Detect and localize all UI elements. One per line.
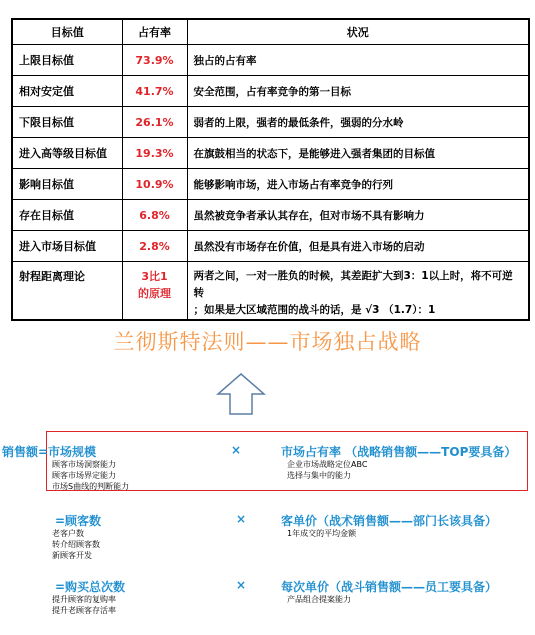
table-row-range-theory [12,262,529,321]
formula-sales-market-size: 销售额=市场规模 [2,445,97,459]
row-name: 下限目标值 [12,107,122,138]
row-state [187,262,529,321]
row-state: 能够影响市场，进入市场占有率竞争的行列 [187,169,529,200]
formula-market-share: 市场占有率 （战略销售额——TOP要具备） [281,445,517,459]
table-row [12,138,529,169]
table-row [12,231,529,262]
row-rate: 41.7% [122,76,187,107]
row-name: 存在目标值 [12,200,122,231]
list-item: 顾客市场洞察能力 [52,460,116,469]
multiply-sign: × [236,578,247,592]
list-item: 顾客市场界定能力 [52,471,116,480]
up-arrow-icon [216,372,266,416]
multiply-sign: × [231,443,242,457]
row-rate: 2.8% [122,231,187,262]
rate-line-1: 3比1 [141,270,168,283]
row-name: 射程距离理论 [12,262,122,321]
formula-per-price: 每次单价（战斗销售额——员工要具备） [281,580,498,594]
row-name: 上限目标值 [12,45,122,76]
row-state: 弱者的上限，强者的最低条件，强弱的分水岭 [187,107,529,138]
formula-row2-left-items [52,528,100,561]
list-item: 提升顾客的复购率 [52,595,116,604]
state-line-1: 两者之间，一对一胜负的时候，其差距扩大到3：1以上时，将不可逆转 [193,270,513,299]
formula-row1-right-items [287,459,367,481]
page-title: 兰彻斯特法则——市场独占战略 [113,330,422,354]
row-state: 在旗鼓相当的状态下，是能够进入强者集团的目标值 [187,138,529,169]
header-state: 状况 [187,19,529,45]
row-rate [122,262,187,321]
row-rate: 6.8% [122,200,187,231]
row-name: 相对安定值 [12,76,122,107]
list-item: 市场S曲线的判断能力 [52,482,130,491]
formula-purchase-count: =购买总次数 [55,580,126,594]
rate-line-2: 的原理 [138,287,171,300]
row-name: 进入市场目标值 [12,231,122,262]
list-item: 新顾客开发 [52,551,92,560]
list-item: 选择与集中的能力 [287,471,351,480]
row-name: 影响目标值 [12,169,122,200]
table-row [12,169,529,200]
list-item: 转介绍顾客数 [52,540,100,549]
header-target: 目标值 [12,19,122,45]
list-item: 老客户数 [52,529,84,538]
formula-row3-left-items [52,594,116,616]
row-state: 安全范围，占有率竞争的第一目标 [187,76,529,107]
row-name: 进入高等级目标值 [12,138,122,169]
formula-row3-right-items [287,594,351,605]
list-item: 产品组合提案能力 [287,595,351,604]
state-line-2: ；如果是大区域范围的战斗的话，是 √3 （1.7）：1 [193,304,436,316]
table-header-row [12,19,529,45]
row-state: 独占的占有率 [187,45,529,76]
row-rate: 26.1% [122,107,187,138]
formula-row1-left-items [52,459,129,492]
table-row [12,107,529,138]
formula-customer-count: =顾客数 [55,514,102,528]
row-state: 虽然被竞争者承认其存在，但对市场不具有影响力 [187,200,529,231]
table-row [12,45,529,76]
multiply-sign: × [236,512,247,526]
formula-unit-price: 客单价（战术销售额——部门长该具备） [281,514,498,528]
list-item: 提升老顾客存活率 [52,606,116,615]
row-rate: 19.3% [122,138,187,169]
table-row [12,76,529,107]
row-state: 虽然没有市场存在价值，但是具有进入市场的启动 [187,231,529,262]
list-item: 企业市场战略定位ABC [287,460,368,469]
formula-row2-right-items [287,528,356,539]
table-row [12,200,529,231]
list-item: 1年成交的平均金额 [287,529,357,538]
row-rate: 73.9% [122,45,187,76]
header-rate: 占有率 [122,19,187,45]
row-rate: 10.9% [122,169,187,200]
market-share-table [11,18,530,321]
